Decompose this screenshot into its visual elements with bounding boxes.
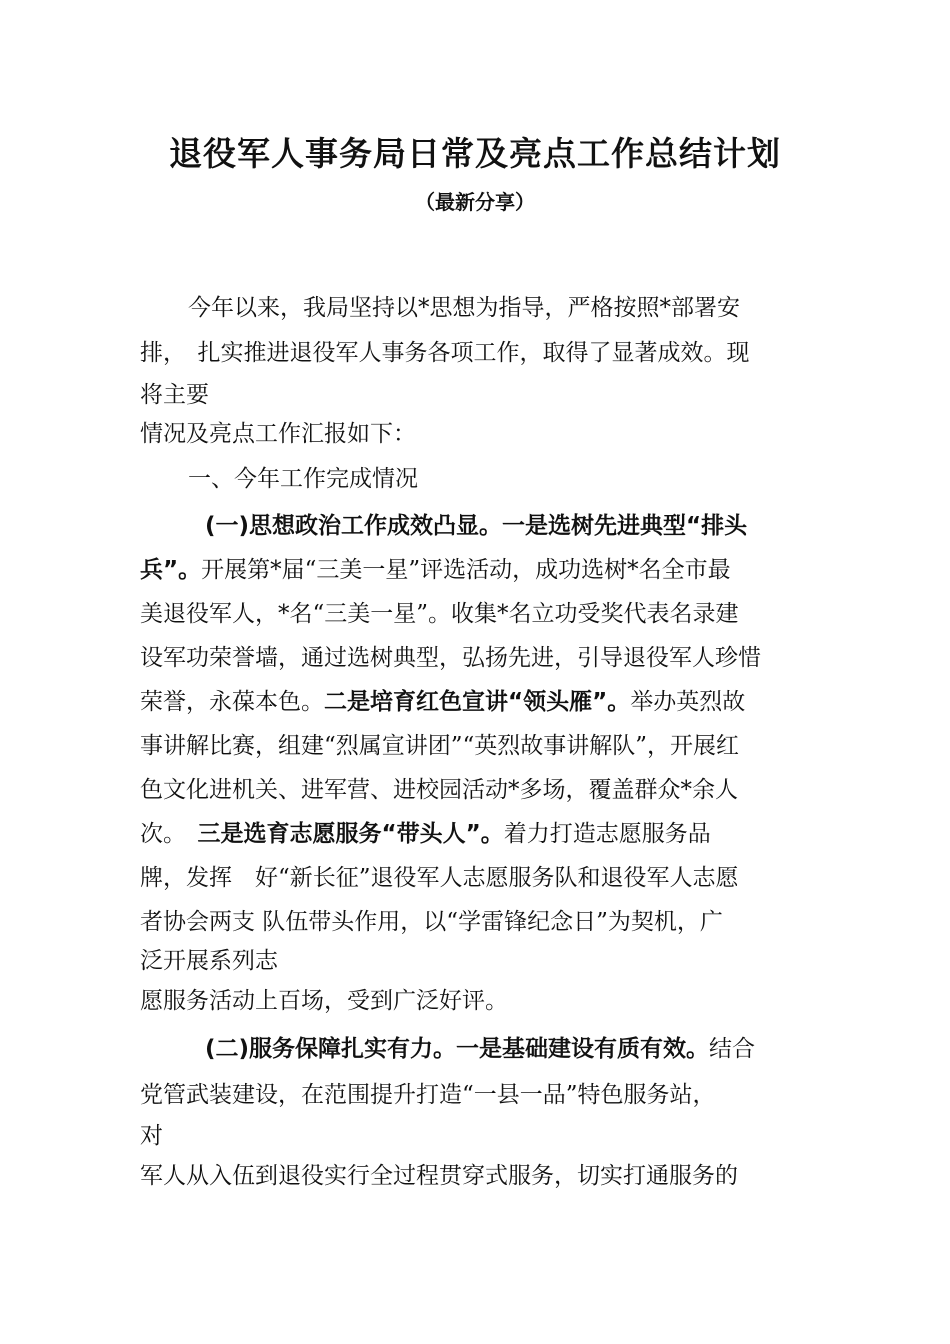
paragraph-line: 军人从入伍到退役实行全过程贯穿式服务，切实打通服务的 [140,1163,738,1189]
paragraph-line: 党管武装建设，在范围提升打造“一县一品”特色服务站， [140,1082,716,1108]
paragraph-line: 愿服务活动上百场，受到广泛好评。 [140,988,508,1014]
subsection-heading: (一)思想政治工作成效凸显。一是选树先进典型“排头 [205,513,748,539]
paragraph-line: 设军功荣誉墙，通过选树典型，弘扬先进，引导退役军人珍惜 [140,645,761,671]
text-run: 荣誉，永葆本色。 [140,689,324,715]
text-run: 次。 [140,821,198,847]
paragraph-line [140,555,731,585]
bold-phrase: 二是培育红色宣讲“领头雁”。 [324,689,631,715]
document-title: 退役军人事务局日常及亮点工作总结计划 [169,134,781,173]
text-run: 开展第*届“三美一星”评选活动，成功选树*名全市最 [201,557,731,583]
bold-phrase: 三是选育志愿服务“带头人”。 [197,821,504,847]
paragraph-line: 将主要 [140,382,209,408]
paragraph-line [205,1034,755,1064]
paragraph-line: 牌，发挥 好“新长征”退役军人志愿服务队和退役军人志愿 [140,865,739,891]
paragraph-line: 者协会两支 队伍带头作用，以“学雷锋纪念日”为契机，广 [140,909,723,935]
paragraph-line: 美退役军人，*名“三美一星”。收集*名立功受奖代表名录建 [140,601,739,627]
paragraph-line: 排， 扎实推进退役军人事务各项工作，取得了显著成效。现 [140,340,750,366]
paragraph-line: 事讲解比赛，组建“烈属宣讲团”“英烈故事讲解队”，开展红 [140,733,740,759]
text-run: 结合 [709,1036,756,1062]
section-heading: 一、今年工作完成情况 [188,466,418,492]
paragraph-line: 今年以来，我局坚持以*思想为指导，严格按照*部署安 [188,295,740,321]
text-run: 着力打造志愿服务品 [503,821,711,847]
paragraph-line: 情况及亮点工作汇报如下： [140,421,416,447]
paragraph-line: 泛开展系列志 [140,948,278,974]
text-run: 举办英烈故 [630,689,746,715]
paragraph-line [140,819,711,849]
paragraph-line: 色文化进机关、进军营、进校园活动*多场，覆盖群众*余人 [140,777,738,803]
subsection-heading: (二)服务保障扎实有力。一是基础建设有质有效。 [205,1036,710,1062]
bold-phrase: 兵”。 [140,557,202,583]
paragraph-line [140,687,745,717]
paragraph-line: 对 [140,1123,163,1149]
document-subtitle: （最新分享） [415,190,535,214]
